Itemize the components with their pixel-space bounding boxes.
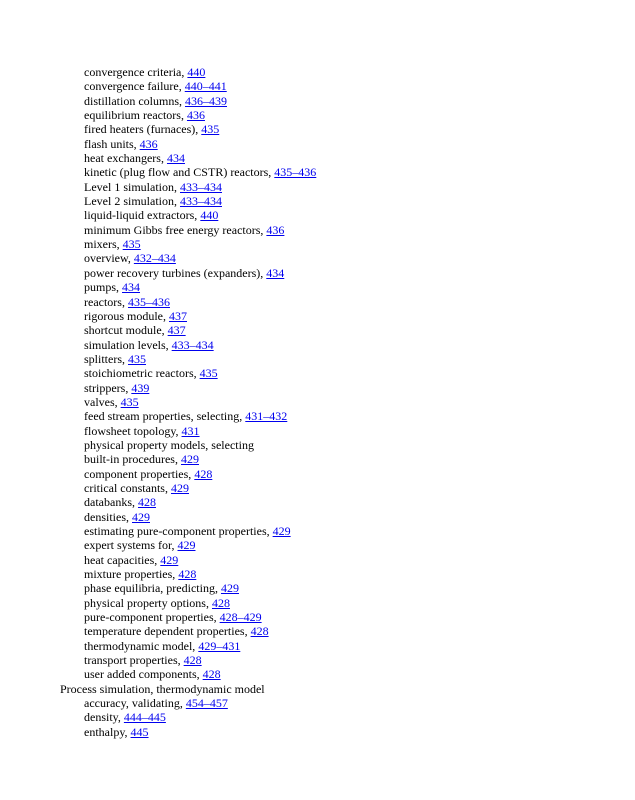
index-term: convergence failure,	[84, 79, 185, 94]
page-reference-link[interactable]: 433–434	[179, 194, 222, 209]
index-subentry	[0, 438, 635, 452]
index-subentry	[0, 596, 635, 610]
page-reference-link[interactable]: 429–431	[198, 638, 241, 653]
index-term: estimating pure-component properties,	[84, 524, 273, 538]
page-reference-link[interactable]: 429	[272, 524, 291, 538]
index-term: rigorous module,	[84, 308, 169, 323]
index-term: simulation levels,	[84, 337, 172, 352]
index-subentry	[0, 524, 635, 538]
index-subentry	[0, 553, 635, 567]
index-list	[0, 65, 635, 739]
index-term: heat exchangers,	[84, 151, 167, 166]
index-subentry	[0, 237, 635, 251]
index-term: phase equilibria, predicting,	[84, 581, 221, 596]
page-reference-link[interactable]: 439	[131, 380, 150, 395]
index-subentry	[0, 653, 635, 667]
index-subentry	[0, 696, 635, 710]
index-subentry	[0, 639, 635, 653]
index-term: pumps,	[84, 280, 123, 295]
page-reference-link[interactable]: 428	[137, 495, 156, 510]
index-term: Process simulation, thermodynamic model	[60, 681, 265, 696]
index-term: minimum Gibbs free energy reactors,	[84, 222, 267, 237]
index-term: valves,	[84, 394, 121, 409]
page-reference-link[interactable]: 434	[266, 265, 285, 280]
index-term: expert systems for,	[84, 538, 178, 553]
page-reference-link[interactable]: 435	[128, 351, 146, 366]
index-term: distillation columns,	[84, 93, 185, 108]
index-subentry	[0, 194, 635, 208]
page-reference-link[interactable]: 428	[178, 567, 197, 582]
index-term: convergence criteria,	[84, 65, 188, 79]
index-term: accuracy, validating,	[84, 696, 186, 711]
index-term: stoichiometric reactors,	[84, 366, 200, 381]
page-reference-link[interactable]: 428	[183, 653, 202, 668]
index-subentry	[0, 610, 635, 624]
index-subentry	[0, 352, 635, 366]
page-reference-link[interactable]: 437	[169, 308, 187, 323]
index-subentry	[0, 452, 635, 466]
page-reference-link[interactable]: 433–434	[179, 179, 222, 194]
index-term: transport properties,	[84, 653, 184, 668]
index-subentry	[0, 151, 635, 165]
page-reference-link[interactable]: 440	[200, 208, 219, 223]
index-heading-entry	[0, 682, 635, 696]
index-subentry	[0, 409, 635, 423]
index-subentry	[0, 137, 635, 151]
page-reference-link[interactable]: 436	[186, 108, 205, 123]
index-subentry	[0, 65, 635, 79]
index-subentry	[0, 323, 635, 337]
index-term: mixers,	[84, 237, 123, 252]
index-subentry	[0, 251, 635, 265]
index-subentry	[0, 79, 635, 93]
index-term: power recovery turbines (expanders),	[84, 265, 267, 280]
page-reference-link[interactable]: 444–445	[123, 710, 166, 725]
index-term: component properties,	[84, 466, 195, 481]
index-term: density,	[84, 710, 124, 725]
index-term: databanks,	[84, 495, 138, 510]
index-subentry	[0, 122, 635, 136]
index-term: physical property options,	[84, 595, 212, 610]
index-subentry	[0, 165, 635, 179]
page-reference-link[interactable]: 429	[220, 581, 239, 596]
page-reference-link[interactable]: 428	[202, 667, 221, 682]
index-term: shortcut module,	[84, 323, 168, 338]
page-reference-link[interactable]: 434	[122, 280, 141, 295]
page-reference-link[interactable]: 435–436	[127, 294, 170, 309]
index-subentry	[0, 366, 635, 380]
index-term: strippers,	[84, 380, 132, 395]
index-subentry	[0, 223, 635, 237]
page-reference-link[interactable]: 428	[250, 624, 269, 639]
page-reference-link[interactable]: 435	[120, 394, 139, 409]
index-term: overview,	[84, 251, 134, 266]
page-reference-link[interactable]: 429	[160, 552, 179, 567]
page-reference-link[interactable]: 445	[130, 724, 149, 739]
index-subentry	[0, 481, 635, 495]
page-reference-link[interactable]: 435	[201, 122, 220, 137]
index-term: mixture properties,	[84, 567, 179, 582]
index-term: built-in procedures,	[84, 452, 181, 467]
index-subentry	[0, 495, 635, 509]
index-term: fired heaters (furnaces),	[84, 122, 202, 137]
page-reference-link[interactable]: 435	[199, 366, 218, 381]
page-reference-link[interactable]: 431–432	[245, 409, 288, 424]
index-term: densities,	[84, 509, 132, 524]
index-subentry	[0, 624, 635, 638]
index-subentry	[0, 280, 635, 294]
page-reference-link[interactable]: 435	[122, 237, 141, 252]
index-subentry	[0, 710, 635, 724]
index-term: kinetic (plug flow and CSTR) reactors,	[84, 165, 275, 180]
index-subentry	[0, 395, 635, 409]
index-subentry	[0, 538, 635, 552]
index-subentry	[0, 667, 635, 681]
index-subentry	[0, 180, 635, 194]
index-subentry	[0, 381, 635, 395]
page-reference-link[interactable]: 440–441	[184, 79, 227, 94]
index-term: reactors,	[84, 294, 128, 309]
index-term: splitters,	[84, 351, 128, 366]
index-term: flash units,	[84, 136, 140, 151]
index-term: Level 1 simulation,	[84, 179, 180, 194]
index-subentry	[0, 510, 635, 524]
index-term: pure-component properties,	[84, 610, 220, 625]
index-term: feed stream properties, selecting,	[84, 409, 246, 424]
index-term: Level 2 simulation,	[84, 194, 180, 209]
page-reference-link[interactable]: 437	[167, 323, 186, 338]
page-reference-link[interactable]: 428	[211, 595, 230, 610]
index-term: equilibrium reactors,	[84, 108, 187, 123]
index-subentry	[0, 108, 635, 122]
index-subentry	[0, 208, 635, 222]
index-term: thermodynamic model,	[84, 638, 199, 653]
page-reference-link[interactable]: 429	[132, 509, 150, 524]
index-term: critical constants,	[84, 480, 171, 495]
index-subentry	[0, 338, 635, 352]
index-term: physical property models, selecting	[84, 437, 254, 452]
index-term: enthalpy,	[84, 724, 131, 739]
index-term: liquid-liquid extractors,	[84, 208, 201, 223]
index-subentry	[0, 424, 635, 438]
index-subentry	[0, 309, 635, 323]
page-reference-link[interactable]: 436	[139, 136, 158, 151]
page-reference-link[interactable]: 433–434	[171, 337, 214, 352]
index-term: temperature dependent properties,	[84, 624, 251, 639]
index-subentry	[0, 467, 635, 481]
index-subentry	[0, 567, 635, 581]
page-reference-link[interactable]: 431	[181, 423, 200, 438]
page-reference-link[interactable]: 429	[177, 538, 196, 553]
index-subentry	[0, 581, 635, 595]
index-term: heat capacities,	[84, 552, 161, 567]
page-reference-link[interactable]: 435–436	[274, 165, 317, 180]
page-reference-link[interactable]: 436	[266, 222, 285, 237]
page-reference-link[interactable]: 428	[194, 466, 213, 481]
page-reference-link[interactable]: 428–429	[219, 610, 262, 625]
page-reference-link[interactable]: 436–439	[185, 93, 227, 108]
page-reference-link[interactable]: 429	[170, 480, 189, 495]
page-reference-link[interactable]: 454–457	[185, 696, 228, 711]
page-reference-link[interactable]: 434	[166, 151, 185, 166]
index-subentry	[0, 295, 635, 309]
index-subentry	[0, 94, 635, 108]
index-subentry	[0, 266, 635, 280]
page-reference-link[interactable]: 429	[180, 452, 199, 467]
index-term: user added components,	[84, 667, 203, 682]
index-term: flowsheet topology,	[84, 423, 182, 438]
page-reference-link[interactable]: 440	[187, 65, 206, 79]
index-subentry	[0, 725, 635, 739]
page-reference-link[interactable]: 432–434	[133, 251, 176, 266]
